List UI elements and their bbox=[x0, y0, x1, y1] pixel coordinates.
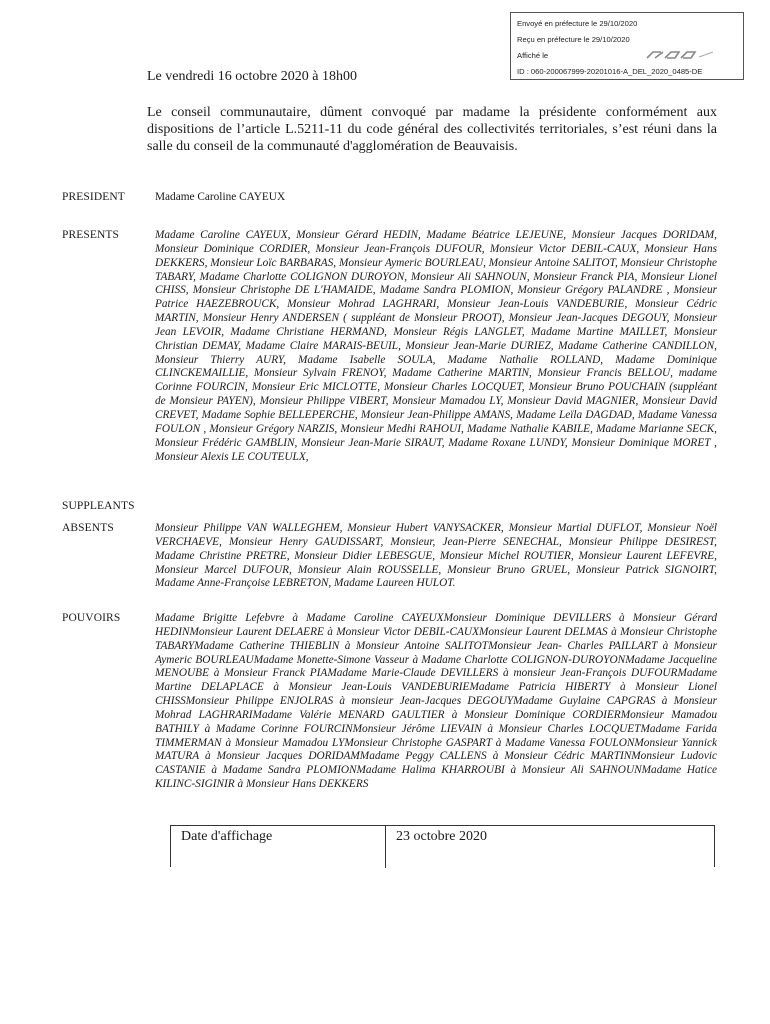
absents-section bbox=[62, 522, 717, 606]
posting-date-value: 23 octobre 2020 bbox=[396, 829, 487, 844]
posting-date-label: Date d'affichage bbox=[171, 826, 386, 868]
presents-label: PRESENTS bbox=[62, 229, 120, 241]
suppleants-label: SUPPLEANTS bbox=[62, 500, 135, 512]
stamp-signature-logo bbox=[645, 48, 715, 62]
stamp-received: Reçu en préfecture le 29/10/2020 bbox=[517, 35, 630, 44]
stamp-posted: Affiché le bbox=[517, 51, 549, 60]
president-value: Madame Caroline CAYEUX bbox=[155, 191, 286, 203]
presents-section bbox=[62, 229, 717, 497]
pouvoirs-label: POUVOIRS bbox=[62, 612, 121, 624]
president-label: PRESIDENT bbox=[62, 191, 125, 203]
pouvoirs-value: Madame Brigitte Lefebvre à Madame Caroline CAYEUXMonsieur Dominique DEVILLERS à Monsieur Gérard HEDINMonsieur Laurent DELAERE à Monsieur Victor DEBIL-CAUXMonsieur Laurent DELMAS à Monsieur Christophe TABARYMadame Catherine THIEBLIN à Monsieur Antoine SALITOTMonsieur Jean- Charles PAILLART à Monsieur Aymeric BOURLEAUMadame Monette-Simone Vasseur à Madame Charlotte COLIGNON-DUROYONMadame Jacqueline MENOUBE à Monsieur Franck PIAMadame Marie-Claude DEVILLERS à monsieur Jean-François DUFOURMadame Martine DELAPLACE à Monsieur Jean-Louis VANDEBURIEMadame Patricia HIBERTY à Monsieur Lionel CHISSMonsieur Philippe ENJOLRAS à monsieur Jean-Jacques DEGOUYMadame Guylaine CAPGRAS à Monsieur Mohrad LAGHRARIMadame Valérie MENARD GAULTIER à Monsieur Dominique CORDIERMonsieur Mamadou BATHILY à Madame Corinne FOURCINMonsieur Jérôme LIEVAIN à Monsieur Charles LOCQUETMadame Farida TIMMERMAN à Monsieur Mamadou LYMonsieur Christophe GASPART à Madame Vanessa FOULONMonsieur Yannick MATURA à Monsieur Jacques DORIDAMMadame Peggy CALLENS à Monsieur Cédric MARTINMonsieur Ludovic CASTANIE à Madame Sandra PLOMIONMadame Halima KHARROUBI à Monsieur Ali SAHNOUNMadame Hatice KILINC-SIGINIR à Monsieur Hans DEKKERS bbox=[155, 612, 717, 791]
intro-paragraph: Le conseil communautaire, dûment convoqué par madame la présidente conformément aux dispositions de l’article L.5211-11 du code général des collectivités territoriales, s’est réuni dans la salle du conseil de la communauté d'agglomération de Beauvaisis. bbox=[147, 105, 717, 154]
absents-label: ABSENTS bbox=[62, 522, 114, 534]
meeting-date: Le vendredi 16 octobre 2020 à 18h00 bbox=[147, 69, 357, 84]
absents-value: Monsieur Philippe VAN WALLEGHEM, Monsieur Hubert VANYSACKER, Monsieur Martial DUFLOT, Monsieur Noël VERCHAEVE, Monsieur Henry GAUDISSART, Monsieur, Jean-Pierre SENECHAL, Monsieur Philippe DESIREST, Madame Christine PRETRE, Monsieur Didier LEBESGUE, Monsieur Michel ROUTIER, Monsieur Laurent LEFEVRE, Monsieur Marcel DUFOUR, Monsieur Alain ROUSSELLE, Monsieur Bruno GRUEL, Monsieur Patrick SIGNOIRT, Madame Anne-Françoise LEBRETON, Madame Laureen HULOT. bbox=[155, 522, 717, 590]
pouvoirs-section bbox=[62, 612, 717, 812]
president-section bbox=[62, 191, 717, 211]
posting-date-table bbox=[170, 825, 715, 867]
suppleants-section bbox=[62, 500, 717, 518]
stamp-id: ID : 060-200067999-20201016-A_DEL_2020_0485-DE bbox=[517, 67, 703, 76]
stamp-sent: Envoyé en préfecture le 29/10/2020 bbox=[517, 19, 638, 28]
presents-value: Madame Caroline CAYEUX, Monsieur Gérard HEDIN, Madame Béatrice LEJEUNE, Monsieur Jacques DORIDAM, Monsieur Dominique CORDIER, Monsieur Jean-François DUFOUR, Monsieur Victor DEBIL-CAUX, Monsieur Hans DEKKERS, Monsieur Loïc BARBARAS, Monsieur Aymeric BOURLEAU, Monsieur Antoine SALITOT, Monsieur Christophe TABARY, Madame Charlotte COLIGNON DUROYON, Monsieur Ali SAHNOUN, Monsieur Franck PIA, Monsieur Lionel CHISS, Monsieur Christophe DE L'HAMAIDE, Madame Sandra PLOMION, Monsieur Grégory PALANDRE , Monsieur Patrice HAEZEBROUCK, Monsieur Mohrad LAGHRARI, Monsieur Jean-Louis VANDEBURIE, Monsieur Cédric MARTIN, Monsieur Henry ANDERSEN ( suppléant de Monsieur PROOT), Monsieur Jean-Jacques DEGOUY, Monsieur Jean LEVOIR, Madame Christiane HERMAND, Monsieur Régis LANGLET, Madame Martine MAILLET, Monsieur Christian DEMAY, Madame Claire MARAIS-BEUIL, Monsieur Jean-Marie DURIEZ, Madame Catherine CANDILLON, Monsieur Thierry AURY, Madame Isabelle SOULA, Madame Nathalie ROLLAND, Madame Dominique CLINCKEMAILLIE, Monsieur Sylvain FRENOY, Madame Catherine MARTIN, Monsieur Francis BELLOU, madame Corinne FOURCIN, Monsieur Eric MICLOTTE, Monsieur Charles LOCQUET, Monsieur Bruno POUCHAIN (suppléant de Monsieur PAYEN), Monsieur Philippe VIBERT, Monsieur Mamadou LY, Monsieur David MAGNIER, Monsieur David CREVET, Madame Sophie BELLEPERCHE, Monsieur Jean-Philippe AMANS, Madame Leïla DAGDAD, Madame Vanessa FOULON , Monsieur Grégory NARZIS, Monsieur Medhi RAHOUI, Madame Nathalie KABILE, Madame Marianne SECK, Monsieur Frédéric GAMBLIN, Monsieur Jean-Marie SIRAUT, Madame Roxane LUNDY, Monsieur Dominique MORET , Monsieur Alexis LE COUTEULX, bbox=[155, 229, 717, 463]
prefecture-stamp bbox=[510, 12, 744, 80]
stamp-posted-row bbox=[517, 48, 737, 64]
